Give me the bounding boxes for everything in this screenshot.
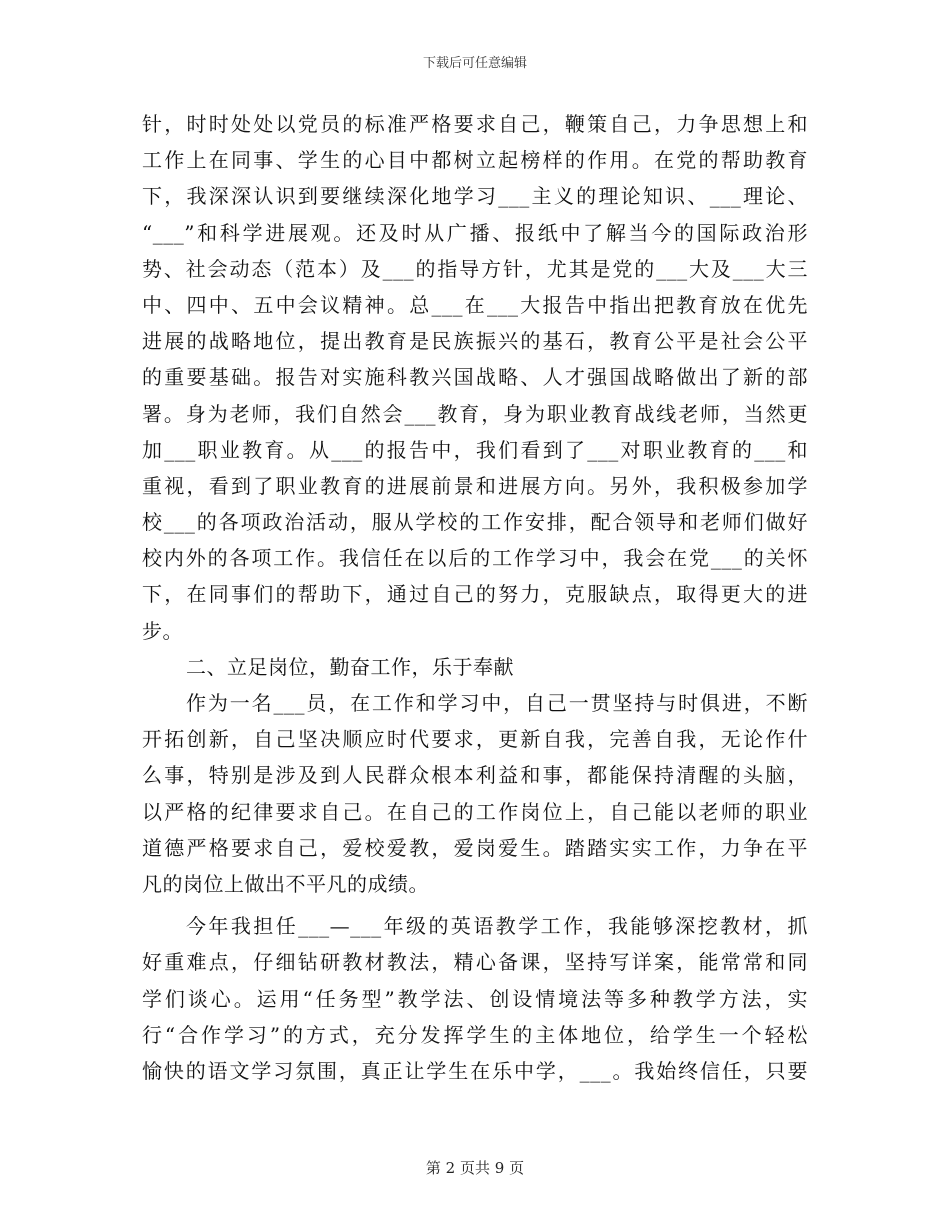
text-line: 以严格的纪律要求自己。在自己的工作岗位上，自己能以老师的职业 <box>142 799 808 824</box>
text-line: 势、社会动态（范本）及___的指导方针，尤其是党的___大及___大三 <box>142 256 808 281</box>
text-line: 行“合作学习”的方式，充分发挥学生的主体地位，给学生一个轻松 <box>142 1022 808 1047</box>
text-line: 的重要基础。报告对实施科教兴国战略、人才强国战略做出了新的部 <box>142 365 808 390</box>
text-line: 校内外的各项工作。我信任在以后的工作学习中，我会在党___的关怀 <box>142 546 808 571</box>
text-line: 进展的战略地位，提出教育是民族振兴的基石，教育公平是社会公平 <box>142 329 808 354</box>
text-line: 学们谈心。运用“任务型”教学法、创设情境法等多种教学方法，实 <box>142 986 808 1011</box>
section-heading: 二、立足岗位，勤奋工作，乐于奉献 <box>186 654 514 679</box>
text-line: “___”和科学进展观。还及时从广播、报纸中了解当今的国际政治形 <box>142 220 808 245</box>
text-line: 针，时时处处以党员的标准严格要求自己，鞭策自己，力争思想上和 <box>142 112 808 136</box>
text-line: 重视，看到了职业教育的进展前景和进展方向。另外，我积极参加学 <box>142 473 808 498</box>
document-body <box>142 106 808 1089</box>
text-line: 凡的岗位上做出不平凡的成绩。 <box>142 871 429 896</box>
text-line: 中、四中、五中会议精神。总___在___大报告中指出把教育放在优先 <box>142 292 808 317</box>
text-line: 校___的各项政治活动，服从学校的工作安排，配合领导和老师们做好 <box>142 510 808 535</box>
text-line: 好重难点，仔细钻研教材教法，精心备课，坚持写详案，能常常和同 <box>142 950 808 975</box>
text-line: 开拓创新，自己坚决顺应时代要求，更新自我，完善自我，无论作什 <box>142 727 808 752</box>
text-line: 今年我担任___—___年级的英语教学工作，我能够深挖教材，抓 <box>186 914 808 939</box>
text-line: 下，我深深认识到要继续深化地学习___主义的理论知识、___理论、 <box>142 184 808 209</box>
text-line: 么事，特别是涉及到人民群众根本利益和事，都能保持清醒的头脑， <box>142 763 808 788</box>
page-footer: 第 2 页共 9 页 <box>425 1159 525 1177</box>
text-line: 道德严格要求自己，爱校爱教，爱岗爱生。踏踏实实工作，力争在平 <box>142 835 808 860</box>
text-line: 步。 <box>142 618 183 643</box>
text-line: 工作上在同事、学生的心目中都树立起榜样的作用。在党的帮助教育 <box>142 148 808 173</box>
text-line: 署。身为老师，我们自然会___教育，身为职业教育战线老师，当然更 <box>142 401 808 426</box>
text-line: 作为一名___员，在工作和学习中，自己一贯坚持与时俱进，不断 <box>186 691 808 715</box>
text-line: 加___职业教育。从___的报告中，我们看到了___对职业教育的___和 <box>142 437 808 462</box>
page-header: 下载后可任意编辑 <box>422 56 527 71</box>
text-line: 愉快的语文学习氛围，真正让学生在乐中学，___。我始终信任，只要 <box>142 1058 808 1083</box>
text-line: 下，在同事们的帮助下，通过自己的努力，克服缺点，取得更大的进 <box>142 582 808 607</box>
